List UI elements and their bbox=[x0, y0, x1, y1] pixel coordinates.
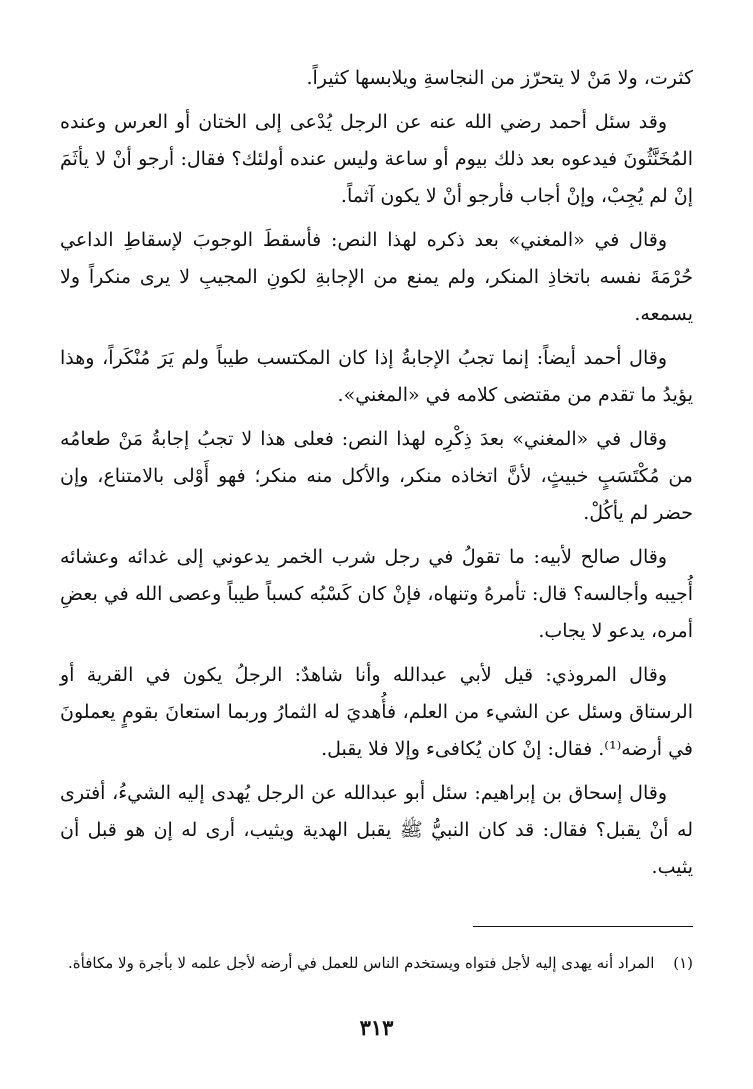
footnote-text: المراد أنه يهدى إليه لأجل فتواه ويستخدم الناس للعمل في أرضه لأجل علمه لا بأجرة ولا مكافأة. bbox=[68, 954, 655, 972]
paragraph: وقال إسحاق بن إبراهيم: سئل أبو عبدالله عن الرجل يُهدى إليه الشيءُ، أفترى له أنْ يقبل؟ فقال: قد كان النبيُّ ﷺ يقبل الهدية ويثيب، أرى له إن هو قبل أن يثيب. bbox=[60, 782, 693, 878]
page-number: ٣١٣ bbox=[359, 1015, 394, 1040]
paragraph: كثرت، ولا مَنْ لا يتحرّز من النجاسةِ ويلابسها كثيراً. bbox=[306, 67, 693, 89]
paragraph: وقد سئل أحمد رضي الله عنه عن الرجل يُدْعى إلى الختان أو العرس وعنده المُخَنَّثُونَ فيدعوه بعد ذلك بيوم أو ساعة وليس عنده أولئك؟ فقال: أرجو أنْ لا يأثَمَ إنْ لم يُجِبْ، وإنْ أجاب فأرجو أنْ لا يكون آثماً. bbox=[60, 111, 693, 207]
paragraph: وقال صالح لأبيه: ما تقولُ في رجل شرب الخمر يدعوني إلى غدائه وعشائه أُجيبه وأجالسه؟ قال: تأمرهُ وتنهاه، فإنْ كان كَسْبُه كسباً طيباً وعصى الله في بعضِ أمره، يدعو لا يجاب. bbox=[60, 546, 693, 642]
paragraph: وقال أحمد أيضاً: إنما تجبُ الإجابةُ إذا كان المكتسب طيباً ولم يَرَ مُنْكَراً، وهذا يؤيدُ ما تقدم من مقتضى كلامه في «المغني». bbox=[60, 347, 693, 406]
paragraph: وقال في «المغني» بعدَ ذِكْرِه لهذا النص: فعلى هذا لا تجبُ إجابةُ مَنْ طعامُه من مُكْتَسَبٍ خبيثٍ، لأنَّ اتخاذه منكر، والأكل منه منكر؛ فهو أَوْلى بالامتناع، وإن حضر لم يأكُلْ. bbox=[60, 428, 693, 524]
main-text bbox=[60, 60, 693, 893]
footnote-number: (١) bbox=[673, 954, 693, 972]
footnote bbox=[60, 950, 693, 977]
paragraph: وقال المروذي: قيل لأبي عبدالله وأنا شاهدٌ: الرجلُ يكون في القرية أو الرستاق وسئل عن الشيء من العلم، فأُهديَ له الثمارُ وربما استعانَ بقومٍ يعملونَ في أرضه⁽¹⁾. فقال: إنْ كان يُكافىء وإلا فلا يقبل. bbox=[60, 664, 693, 760]
footnote-divider bbox=[473, 926, 693, 927]
paragraph: وقال في «المغني» بعد ذكره لهذا النص: فأسقطَ الوجوبَ لإسقاطِ الداعي حُرْمَةَ نفسه باتخاذِ المنكر، ولم يمنع من الإجابةِ لكونِ المجيبِ لا يرى منكراً ولا يسمعه. bbox=[60, 229, 693, 325]
